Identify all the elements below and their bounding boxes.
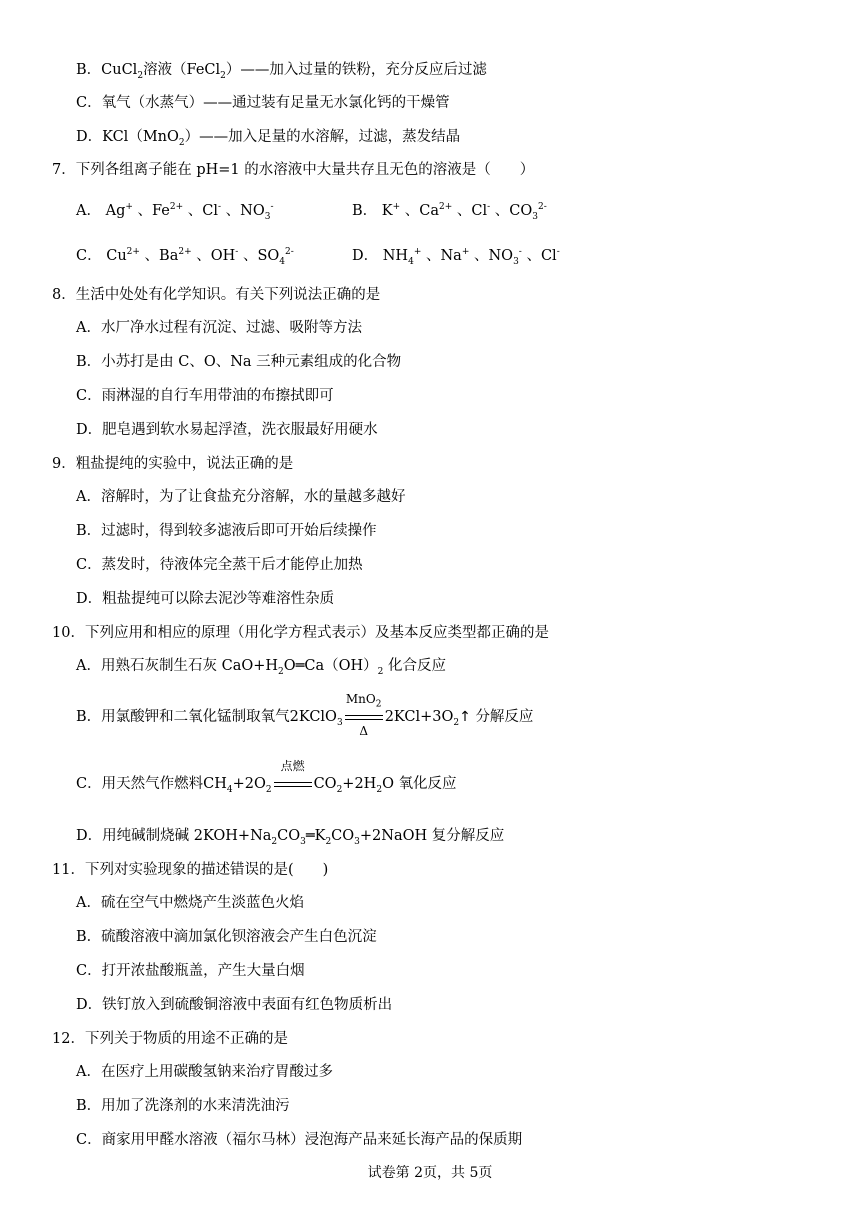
q6-option-c: C．氧气（水蒸气）——通过装有足量无水氯化钙的干燥管 bbox=[76, 95, 450, 111]
q11-option-c: C．打开浓盐酸瓶盖，产生大量白烟 bbox=[76, 963, 305, 979]
q9-option-d: D．粗盐提纯可以除去泥沙等难溶性杂质 bbox=[76, 591, 335, 607]
q7-option-d: D． $NH_4^+$ 、Na+ 、$NO_3^-$ 、Cl- bbox=[352, 247, 560, 267]
q11-option-d: D．铁钉放入到硫酸铜溶液中表面有红色物质析出 bbox=[76, 997, 393, 1013]
q10-option-c: C．用天然气作燃料$CH_4+2O_2$ 点燃 $CO_2+2H_2O$ 氧化反应 bbox=[76, 759, 457, 795]
q11-stem: 11．下列对实验现象的描述错误的是( ) bbox=[52, 862, 329, 878]
page-footer: 试卷第 2页，共 5页 bbox=[367, 1165, 493, 1181]
q7-option-b: B． K+ 、$Ca^{2+}$ 、Cl- 、$CO_3^{2-}$ bbox=[352, 202, 547, 222]
q9-option-b: B．过滤时，得到较多滤液后即可开始后续操作 bbox=[76, 523, 377, 539]
q7-stem: 7．下列各组离子能在 pH=1 的水溶液中大量共存且无色的溶液是（ ） bbox=[52, 162, 535, 178]
q10-stem: 10．下列应用和相应的原理（用化学方程式表示）及基本反应类型都正确的是 bbox=[52, 625, 549, 641]
q8-option-a: A．水厂净水过程有沉淀、过滤、吸附等方法 bbox=[76, 320, 362, 336]
q8-option-b: B．小苏打是由 C、O、Na 三种元素组成的化合物 bbox=[76, 354, 402, 370]
q12-option-a: A．在医疗上用碳酸氢钠来治疗胃酸过多 bbox=[76, 1064, 333, 1080]
q12-stem: 12．下列关于物质的用途不正确的是 bbox=[52, 1031, 288, 1047]
q8-option-d: D．肥皂遇到软水易起浮渣，洗衣服最好用硬水 bbox=[76, 422, 378, 438]
q8-stem: 8．生活中处处有化学知识。有关下列说法正确的是 bbox=[52, 287, 381, 303]
q6-option-b: B．CuCl$_2$溶液（FeCl$_2$）——加入过量的铁粉，充分反应后过滤 bbox=[76, 62, 487, 81]
q10-option-b: B．用氯酸钾和二氧化锰制取氧气2KClO$_3$ MnO$_2$ Δ $2KCl+3O_2↑$ 分解反应 bbox=[76, 692, 534, 738]
q6-option-d: D．KCl（MnO$_2$）——加入足量的水溶解，过滤，蒸发结晶 bbox=[76, 129, 461, 148]
q7-option-c: C． $Cu^{2+}$ 、$Ba^{2+}$ 、OH- 、$SO_4^{2-}$ bbox=[76, 247, 294, 267]
q10-option-d: D．用纯碱制烧碱 $2KOH+Na_2CO_3═K_2CO_3+2NaOH$ 复分解反应 bbox=[76, 828, 505, 847]
q9-option-c: C．蒸发时，待液体完全蒸干后才能停止加热 bbox=[76, 557, 363, 573]
q11-option-a: A．硫在空气中燃烧产生淡蓝色火焰 bbox=[76, 895, 304, 911]
q9-option-a: A．溶解时，为了让食盐充分溶解，水的量越多越好 bbox=[76, 489, 406, 505]
q10-option-a: A．用熟石灰制生石灰 $CaO+H_2O═Ca(OH)_2$ 化合反应 bbox=[76, 658, 446, 677]
q9-stem: 9．粗盐提纯的实验中，说法正确的是 bbox=[52, 456, 294, 472]
q11-option-b: B．硫酸溶液中滴加氯化钡溶液会产生白色沉淀 bbox=[76, 929, 377, 945]
q8-option-c: C．雨淋湿的自行车用带油的布擦拭即可 bbox=[76, 388, 334, 404]
q12-option-c: C．商家用甲醛水溶液（福尔马林）浸泡海产品来延长海产品的保质期 bbox=[76, 1132, 523, 1148]
q7-option-a: A． Ag+ 、$Fe^{2+}$ 、Cl- 、$NO_3^-$ bbox=[76, 202, 274, 222]
q12-option-b: B．用加了洗涤剂的水来清洗油污 bbox=[76, 1098, 290, 1114]
